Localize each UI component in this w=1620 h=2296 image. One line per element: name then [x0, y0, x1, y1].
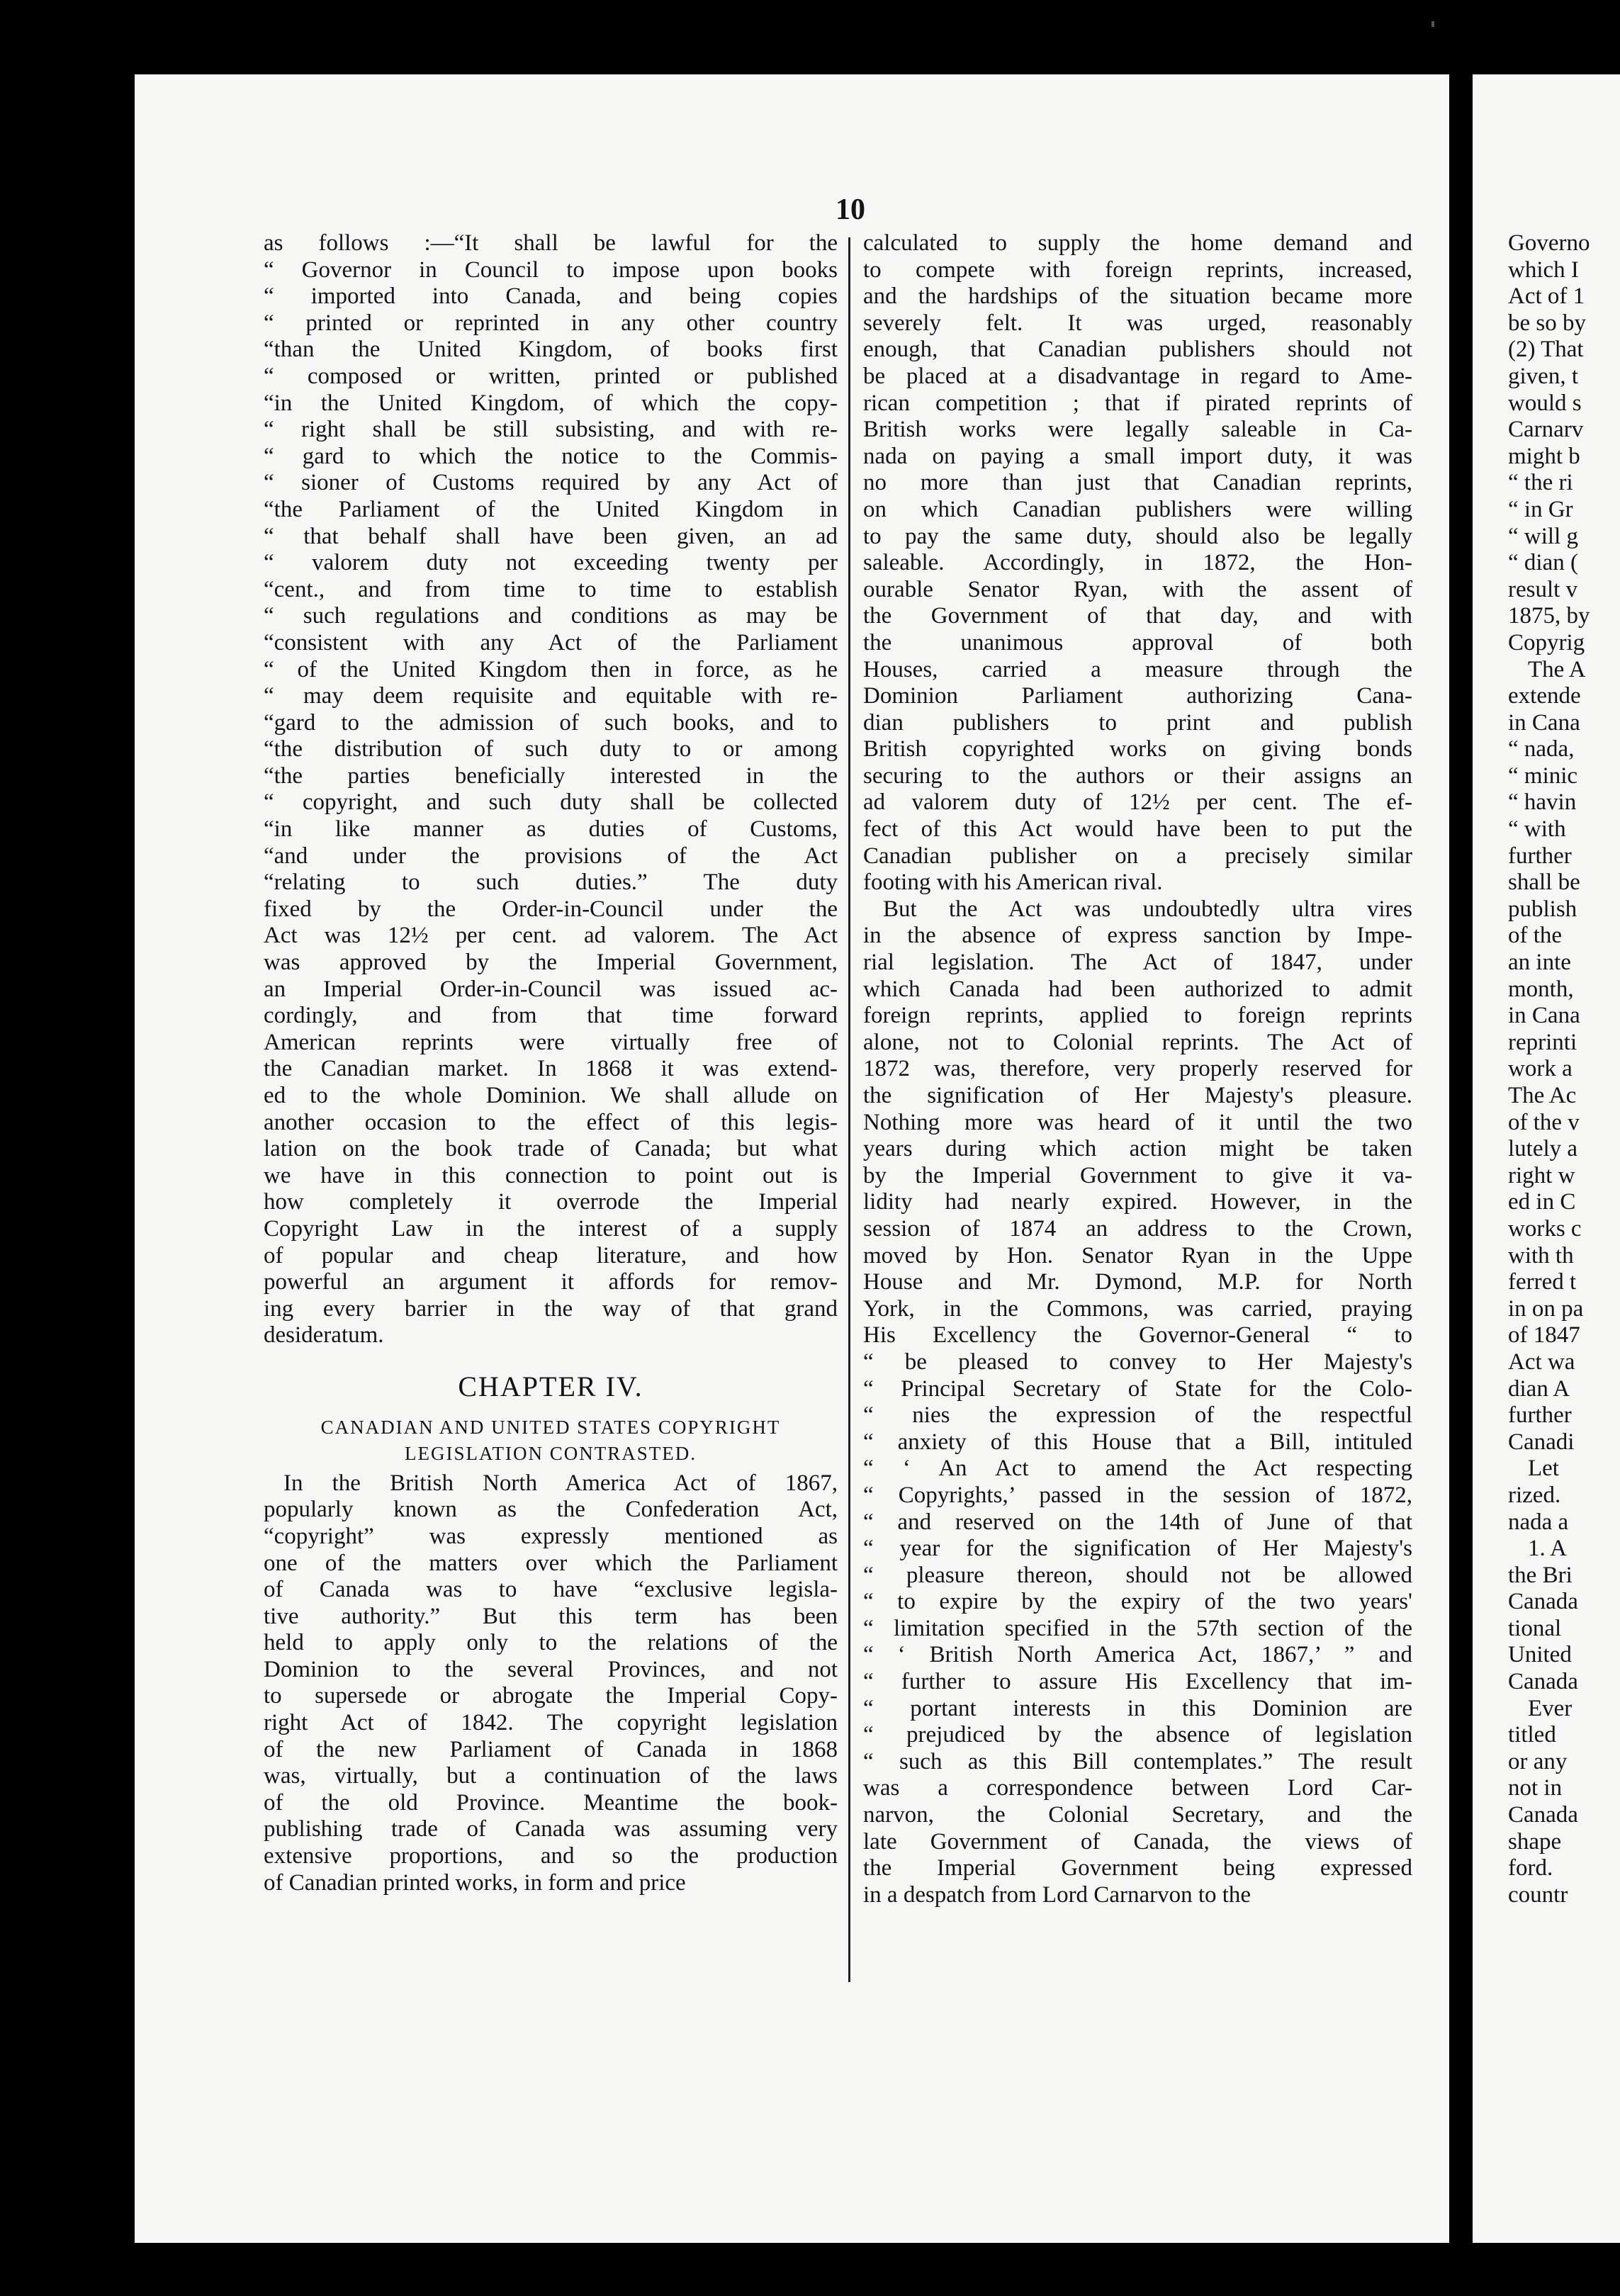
- left-column-paragraph: [264, 230, 838, 1349]
- text-line: the Bri: [1508, 1562, 1573, 1588]
- chapter-heading-line-1: CANADIAN AND UNITED STATES COPYRIGHT: [320, 1416, 781, 1438]
- text-line: American reprints were virtually free of: [264, 1029, 838, 1055]
- column-divider: [848, 237, 850, 1982]
- text-line: British copyrighted works on giving bonds: [863, 736, 1412, 762]
- text-line: in Cana: [1508, 709, 1580, 736]
- text-line: Nothing more was heard of it until the two: [863, 1109, 1412, 1135]
- text-line: cordingly, and from that time forward: [264, 1003, 838, 1029]
- text-line: Canada: [1508, 1802, 1578, 1828]
- text-line: ferred t: [1508, 1269, 1577, 1295]
- text-line: Canada: [1508, 1669, 1578, 1695]
- text-line: “in the United Kingdom, of which the copy-: [264, 390, 838, 416]
- text-line: in on pa: [1508, 1295, 1584, 1322]
- text-line: further: [1508, 1402, 1572, 1429]
- text-line: was, virtually, but a continuation of the laws: [264, 1763, 838, 1789]
- text-line: “ the ri: [1508, 470, 1573, 496]
- text-line: “ printed or reprinted in any other country: [264, 310, 838, 336]
- text-line: British works were legally saleable in Ca-: [863, 417, 1412, 443]
- text-line: ed to the whole Dominion. We shall allude on: [264, 1083, 838, 1108]
- scan-speck: [1431, 21, 1434, 27]
- text-line: Copyright Law in the interest of a supply: [264, 1215, 838, 1242]
- page-number: 10: [836, 193, 865, 226]
- text-line: “ sioner of Customs required by any Act of: [264, 470, 838, 496]
- text-line: calculated to supply the home demand and: [863, 230, 1412, 256]
- text-line: “ of the United Kingdom then in force, as he: [264, 656, 838, 682]
- text-line: Let: [1528, 1456, 1559, 1482]
- text-line: severely felt. It was urged, reasonably: [863, 310, 1412, 336]
- text-line: the Canadian market. In 1868 it was extend-: [264, 1056, 838, 1082]
- text-line: Canadi: [1508, 1429, 1575, 1455]
- text-line: “ minic: [1508, 762, 1578, 789]
- text-line: “and under the provisions of the Act: [264, 843, 838, 869]
- text-line: “the Parliament of the United Kingdom in: [264, 496, 838, 522]
- text-line: an Imperial Order-in-Council was issued ac-: [264, 976, 838, 1002]
- chapter-title: CHAPTER IV.: [458, 1370, 643, 1402]
- text-line: no more than just that Canadian reprints,: [863, 470, 1412, 496]
- text-line: not in: [1508, 1775, 1563, 1801]
- text-line: how completely it overrode the Imperial: [264, 1189, 838, 1215]
- text-line: “the parties beneficially interested in the: [264, 762, 838, 789]
- text-line: The A: [1528, 656, 1586, 682]
- text-line: extende: [1508, 683, 1581, 709]
- text-line: “gard to the admission of such books, and to: [264, 709, 838, 736]
- text-line: “ copyright, and such duty shall be collected: [264, 789, 838, 816]
- text-line: ed in C: [1508, 1189, 1576, 1215]
- text-line: “ dian (: [1508, 550, 1578, 576]
- text-line: “ and reserved on the 14th of June of that: [863, 1509, 1412, 1535]
- text-line: to compete with foreign reprints, increased,: [863, 257, 1412, 283]
- text-line: lidity had nearly expired. However, in the: [863, 1189, 1412, 1215]
- chapter-heading-line-2: LEGISLATION CONTRASTED.: [405, 1443, 697, 1465]
- text-line: “ that behalf shall have been given, an ad: [264, 523, 838, 549]
- text-line: of the: [1508, 923, 1563, 949]
- right-column: [863, 230, 1412, 1908]
- text-line: one of the matters over which the Parliament: [264, 1550, 838, 1576]
- text-line: extensive proportions, and so the production: [264, 1843, 838, 1869]
- text-line: “ limitation specified in the 57th section of the: [863, 1615, 1412, 1641]
- text-line: “ in Gr: [1508, 496, 1573, 522]
- text-line: work a: [1508, 1056, 1573, 1082]
- text-line: we have in this connection to point out is: [264, 1162, 838, 1188]
- text-line: which Canada had been authorized to admit: [863, 976, 1412, 1002]
- text-line: the unanimous approval of both: [863, 629, 1412, 655]
- text-line: might b: [1508, 443, 1580, 469]
- text-line: Carnarv: [1508, 417, 1584, 443]
- text-line: rican competition ; that if pirated reprints of: [863, 390, 1412, 416]
- text-line: in the absence of express sanction by Impe-: [863, 923, 1412, 949]
- text-line: In the British North America Act of 1867,: [283, 1470, 838, 1496]
- text-line: to pay the same duty, should also be legally: [863, 523, 1412, 549]
- text-line: “than the United Kingdom, of books first: [264, 337, 838, 363]
- text-line: Governo: [1508, 230, 1590, 256]
- text-line: “ right shall be still subsisting, and with re-: [264, 417, 838, 443]
- text-line: result v: [1508, 576, 1578, 602]
- text-line: nada on paying a small import duty, it was: [863, 443, 1412, 469]
- text-line: “ be pleased to convey to Her Majesty's: [863, 1349, 1412, 1375]
- text-line: “ nies the expression of the respectful: [863, 1402, 1412, 1429]
- text-line: the Government of that day, and with: [863, 603, 1412, 629]
- text-line: Canada: [1508, 1589, 1578, 1615]
- text-line: “ valorem duty not exceeding twenty per: [264, 550, 838, 576]
- text-line: “ year for the signification of Her Majesty's: [863, 1536, 1412, 1562]
- text-line: by the Imperial Government to give it va-: [863, 1162, 1412, 1188]
- text-line: the Imperial Government being expressed: [863, 1855, 1412, 1881]
- text-line: moved by Hon. Senator Ryan in the Uppe: [863, 1242, 1412, 1268]
- text-line: publish: [1508, 896, 1577, 922]
- text-line: “ havin: [1508, 789, 1577, 816]
- text-line: footing with his American rival.: [863, 870, 1163, 896]
- text-line: ing every barrier in the way of that grand: [264, 1295, 838, 1322]
- text-line: was approved by the Imperial Government,: [264, 950, 838, 976]
- text-line: “ with: [1508, 816, 1566, 843]
- text-line: right Act of 1842. The copyright legislation: [264, 1710, 838, 1736]
- text-line: tional: [1508, 1615, 1562, 1641]
- text-line: “ to expire by the expiry of the two years': [863, 1589, 1412, 1615]
- text-line: was a correspondence between Lord Car-: [863, 1775, 1412, 1801]
- text-line: years during which action might be taken: [863, 1136, 1412, 1162]
- text-line: Act was 12½ per cent. ad valorem. The Act: [264, 923, 838, 949]
- text-line: “ pleasure thereon, should not be allowed: [863, 1562, 1412, 1588]
- text-line: Dominion Parliament authorizing Cana-: [863, 683, 1412, 709]
- text-line: Copyrig: [1508, 629, 1585, 655]
- text-line: powerful an argument it affords for remov-: [264, 1269, 838, 1295]
- text-line: dian A: [1508, 1375, 1570, 1402]
- text-line: rized.: [1508, 1482, 1561, 1508]
- text-line: 1875, by: [1508, 603, 1590, 629]
- text-line: “ Principal Secretary of State for the Colo-: [863, 1375, 1412, 1402]
- text-line: ad valorem duty of 12½ per cent. The ef-: [863, 789, 1412, 816]
- text-line: nada a: [1508, 1509, 1569, 1535]
- text-line: of the old Province. Meantime the book-: [264, 1789, 838, 1816]
- text-line: titled: [1508, 1722, 1556, 1748]
- text-line: fixed by the Order-in-Council under the: [264, 896, 838, 922]
- text-line: Canadian publisher on a precisely similar: [863, 843, 1412, 869]
- text-line: “ ‘ An Act to amend the Act respecting: [863, 1456, 1412, 1482]
- text-line: “in like manner as duties of Customs,: [264, 816, 838, 843]
- text-line: (2) That: [1508, 337, 1584, 363]
- text-line: as follows :—“It shall be lawful for the: [264, 230, 838, 256]
- text-line: Act of 1: [1508, 283, 1585, 310]
- text-line: shall be: [1508, 870, 1580, 896]
- text-line: popularly known as the Confederation Act,: [264, 1497, 838, 1523]
- text-line: of Canadian printed works, in form and price: [264, 1869, 686, 1896]
- text-line: ourable Senator Ryan, with the assent of: [863, 576, 1412, 602]
- text-line: “ Governor in Council to impose upon books: [264, 257, 838, 283]
- text-line: “cent., and from time to time to establish: [264, 576, 838, 602]
- text-line: foreign reprints, applied to foreign reprints: [863, 1003, 1412, 1029]
- text-line: United: [1508, 1642, 1572, 1668]
- text-line: in a despatch from Lord Carnarvon to the: [863, 1881, 1251, 1908]
- text-line: of 1847: [1508, 1322, 1580, 1349]
- text-line: “ further to assure His Excellency that im-: [863, 1669, 1412, 1695]
- text-line: narvon, the Colonial Secretary, and the: [863, 1802, 1412, 1828]
- text-line: tive authority.” But this term has been: [264, 1603, 838, 1629]
- text-line: “ such regulations and conditions as may be: [264, 603, 838, 629]
- text-line: the signification of Her Majesty's pleasure.: [863, 1083, 1412, 1108]
- text-line: “ ‘ British North America Act, 1867,’ ” and: [863, 1642, 1412, 1668]
- text-line: alone, not to Colonial reprints. The Act of: [863, 1029, 1412, 1055]
- text-line: shape: [1508, 1828, 1562, 1855]
- text-line: another occasion to the effect of this legis-: [264, 1109, 838, 1135]
- text-line: of Canada was to have “exclusive legisla-: [264, 1577, 838, 1603]
- text-line: securing to the authors or their assigns an: [863, 762, 1412, 789]
- text-line: “consistent with any Act of the Parliament: [264, 629, 838, 655]
- text-line: an inte: [1508, 950, 1571, 976]
- next-page-column: [1508, 230, 1620, 1908]
- text-line: “ gard to which the notice to the Commis-: [264, 443, 838, 469]
- text-line: held to apply only to the relations of the: [264, 1630, 838, 1656]
- text-line: Act wa: [1508, 1349, 1575, 1375]
- text-line: would s: [1508, 390, 1582, 416]
- text-line: lutely a: [1508, 1136, 1578, 1162]
- text-line: with th: [1508, 1242, 1574, 1268]
- text-line: “ anxiety of this House that a Bill, intituled: [863, 1429, 1412, 1455]
- text-line: fect of this Act would have been to put the: [863, 816, 1412, 843]
- text-line: and the hardships of the situation became more: [863, 283, 1412, 310]
- text-line: further: [1508, 843, 1572, 869]
- text-line: ford.: [1508, 1855, 1553, 1881]
- text-line: “ Copyrights,’ passed in the session of 1872,: [863, 1482, 1412, 1508]
- text-line: month,: [1508, 976, 1574, 1002]
- left-column: [264, 230, 838, 1896]
- text-line: which I: [1508, 257, 1579, 283]
- text-line: York, in the Commons, was carried, praying: [863, 1295, 1412, 1322]
- text-line: desideratum.: [264, 1322, 384, 1349]
- text-line: rial legislation. The Act of 1847, under: [863, 950, 1412, 976]
- text-line: lation on the book trade of Canada; but what: [264, 1136, 838, 1162]
- text-line: to supersede or abrogate the Imperial Copy-: [264, 1683, 838, 1709]
- text-line: 1872 was, therefore, very properly reserved for: [863, 1056, 1412, 1082]
- left-column-chapter-text: [264, 1470, 838, 1897]
- text-line: Ever: [1528, 1695, 1573, 1721]
- text-line: enough, that Canadian publishers should not: [863, 337, 1412, 363]
- text-line: reprinti: [1508, 1029, 1577, 1055]
- text-line: “ composed or written, printed or published: [264, 363, 838, 389]
- text-line: House and Mr. Dymond, M.P. for North: [863, 1269, 1412, 1295]
- text-line: “ such as this Bill contemplates.” The result: [863, 1748, 1412, 1774]
- text-line: “relating to such duties.” The duty: [264, 870, 838, 896]
- text-line: right w: [1508, 1162, 1575, 1188]
- text-line: The Ac: [1508, 1083, 1577, 1108]
- text-line: given, t: [1508, 363, 1578, 389]
- text-line: “ will g: [1508, 523, 1578, 549]
- text-line: dian publishers to print and publish: [863, 709, 1412, 736]
- text-line: session of 1874 an address to the Crown,: [863, 1215, 1412, 1242]
- text-line: be placed at a disadvantage in regard to Ame-: [863, 363, 1412, 389]
- text-line: “the distribution of such duty to or among: [264, 736, 838, 762]
- text-line: His Excellency the Governor-General “ to: [863, 1322, 1412, 1349]
- text-line: Dominion to the several Provinces, and not: [264, 1656, 838, 1682]
- text-line: “ portant interests in this Dominion are: [863, 1695, 1412, 1721]
- text-line: saleable. Accordingly, in 1872, the Hon-: [863, 550, 1412, 576]
- text-line: or any: [1508, 1748, 1568, 1774]
- text-line: publishing trade of Canada was assuming very: [264, 1816, 838, 1842]
- text-line: of popular and cheap literature, and how: [264, 1242, 838, 1268]
- text-line: “ nada,: [1508, 736, 1575, 762]
- text-line: But the Act was undoubtedly ultra vires: [883, 896, 1412, 922]
- text-line: works c: [1508, 1215, 1582, 1242]
- text-line: 1. A: [1528, 1536, 1568, 1562]
- text-line: “ imported into Canada, and being copies: [264, 283, 838, 310]
- text-line: in Cana: [1508, 1003, 1580, 1029]
- text-line: “ prejudiced by the absence of legislation: [863, 1722, 1412, 1748]
- text-line: “ may deem requisite and equitable with re-: [264, 683, 838, 709]
- text-line: of the new Parliament of Canada in 1868: [264, 1736, 838, 1762]
- text-line: be so by: [1508, 310, 1586, 336]
- text-line: of the v: [1508, 1109, 1580, 1135]
- text-line: countr: [1508, 1881, 1568, 1908]
- text-line: “copyright” was expressly mentioned as: [264, 1523, 838, 1549]
- text-line: on which Canadian publishers were willing: [863, 496, 1412, 522]
- text-line: late Government of Canada, the views of: [863, 1828, 1412, 1855]
- text-line: Houses, carried a measure through the: [863, 656, 1412, 682]
